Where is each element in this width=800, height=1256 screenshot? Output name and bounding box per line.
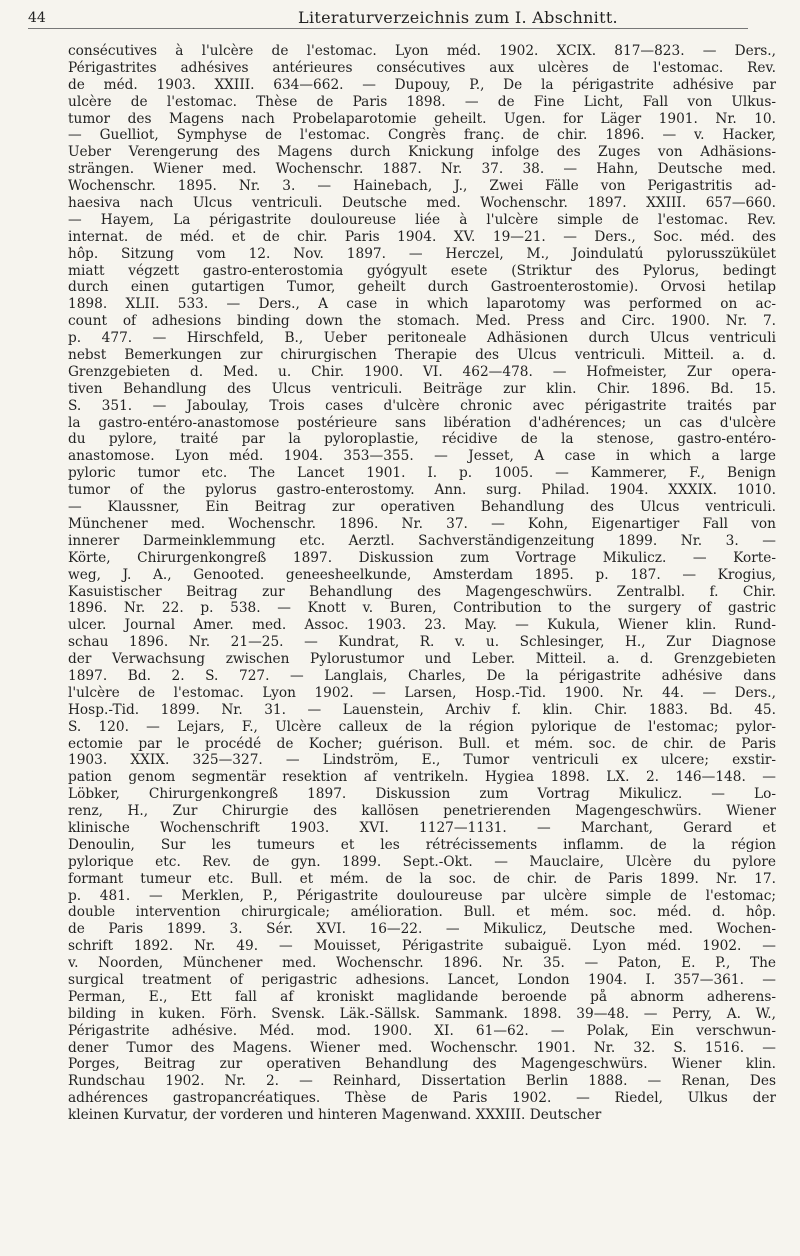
text-line: dener Tumor des Magens. Wiener med. Wochenschr. 1901. Nr. 32. S. 1516. — xyxy=(68,1039,776,1056)
text-line: pation genom segmentär resektion af ventrikeln. Hygiea 1898. LX. 2. 146—148. — xyxy=(68,769,776,786)
text-line: strängen. Wiener med. Wochenschr. 1887. Nr. 37. 38. — Hahn, Deutsche med. xyxy=(68,161,776,178)
text-line: surgical treatment of perigastric adhesions. Lancet, London 1904. I. 357—361. — xyxy=(68,971,776,988)
text-line: adhérences gastropancréatiques. Thèse de Paris 1902. — Riedel, Ulkus der xyxy=(68,1090,776,1107)
text-line: weg, J. A., Genooted. geneesheelkunde, Amsterdam 1895. p. 187. — Krogius, xyxy=(68,566,776,583)
text-line: — Guelliot, Symphyse de l'estomac. Congrès franç. de chir. 1896. — v. Hacker, xyxy=(68,127,776,144)
text-line: kleinen Kurvatur, der vorderen und hinteren Magenwand. XXXIII. Deutscher xyxy=(68,1107,602,1124)
text-line: tiven Behandlung des Ulcus ventriculi. Beiträge zur klin. Chir. 1896. Bd. 15. xyxy=(68,380,776,397)
text-line: p. 481. — Merklen, P., Périgastrite douloureuse par ulcère simple de l'estomac; xyxy=(68,887,776,904)
text-line: — Hayem, La périgastrite douloureuse liée à l'ulcère simple de l'estomac. Rev. xyxy=(68,211,776,228)
text-line: Kasuistischer Beitrag zur Behandlung des Magengeschwürs. Zentralbl. f. Chir. xyxy=(68,583,776,600)
text-line: la gastro-entéro-anastomose postérieure sans libération d'adhérences; un cas d'ulcère xyxy=(68,414,776,431)
text-line: formant tumeur etc. Bull. et mém. de la soc. de chir. de Paris 1899. Nr. 17. xyxy=(68,870,776,887)
text-line: nebst Bemerkungen zur chirurgischen Therapie des Ulcus ventriculi. Mitteil. a. d. xyxy=(68,347,776,364)
text-line: ectomie par le procédé de Kocher; guérison. Bull. et mém. soc. de chir. de Paris xyxy=(68,735,776,752)
text-line: miatt végzett gastro-enterostomia gyógyult esete (Striktur des Pylorus, bedingt xyxy=(68,262,776,279)
text-line: double intervention chirurgicale; amélioration. Bull. et mém. soc. méd. d. hôp. xyxy=(68,904,776,921)
text-line: tumor of the pylorus gastro-enterostomy. Ann. surg. Philad. 1904. XXXIX. 1010. xyxy=(68,482,776,499)
text-line: Périgastrites adhésives antérieures consécutives aux ulcères de l'estomac. Rev. xyxy=(68,59,776,76)
text-line: l'ulcère de l'estomac. Lyon 1902. — Larsen, Hosp.-Tid. 1900. Nr. 44. — Ders., xyxy=(68,684,776,701)
text-line: v. Noorden, Münchener med. Wochenschr. 1896. Nr. 35. — Paton, E. P., The xyxy=(68,955,776,972)
text-line: Wochenschr. 1895. Nr. 3. — Hainebach, J., Zwei Fälle von Perigastritis ad- xyxy=(68,178,776,195)
text-line: Münchener med. Wochenschr. 1896. Nr. 37. — Kohn, Eigenartiger Fall von xyxy=(68,515,776,532)
text-line: klinische Wochenschrift 1903. XVI. 1127—1131. — Marchant, Gerard et xyxy=(68,819,776,836)
text-line: schrift 1892. Nr. 49. — Mouisset, Périgastrite subaiguë. Lyon méd. 1902. — xyxy=(68,938,776,955)
text-line: internat. de méd. et de chir. Paris 1904. XV. 19—21. — Ders., Soc. méd. des xyxy=(68,228,776,245)
text-line: 1898. XLII. 533. — Ders., A case in which laparotomy was performed on ac- xyxy=(68,296,776,313)
text-line: renz, H., Zur Chirurgie des kallösen penetrierenden Magengeschwürs. Wiener xyxy=(68,803,776,820)
text-line: Ueber Verengerung des Magens durch Knickung infolge des Zuges von Adhäsions- xyxy=(68,144,776,161)
text-line: Porges, Beitrag zur operativen Behandlung des Magengeschwürs. Wiener klin. xyxy=(68,1056,776,1073)
running-title: Literaturverzeichnis zum I. Abschnitt. xyxy=(298,8,618,27)
text-line: pyloric tumor etc. The Lancet 1901. I. p. 1005. — Kammerer, F., Benign xyxy=(68,465,776,482)
text-line: Grenzgebieten d. Med. u. Chir. 1900. VI. 462—478. — Hofmeister, Zur opera- xyxy=(68,363,776,380)
text-line: p. 477. — Hirschfeld, B., Ueber peritoneale Adhäsionen durch Ulcus ventriculi xyxy=(68,330,776,347)
text-line: — Klaussner, Ein Beitrag zur operativen Behandlung des Ulcus ventriculi. xyxy=(68,499,776,516)
text-line: anastomose. Lyon méd. 1904. 353—355. — Jesset, A case in which a large xyxy=(68,448,776,465)
text-line: der Verwachsung zwischen Pylorustumor und Leber. Mitteil. a. d. Grenzgebieten xyxy=(68,651,776,668)
text-line: Löbker, Chirurgenkongreß 1897. Diskussion zum Vortrag Mikulicz. — Lo- xyxy=(68,786,776,803)
text-line: Körte, Chirurgenkongreß 1897. Diskussion zum Vortrage Mikulicz. — Korte- xyxy=(68,549,776,566)
text-line: pylorique etc. Rev. de gyn. 1899. Sept.-Okt. — Mauclaire, Ulcère du pylore xyxy=(68,853,776,870)
text-line: Denoulin, Sur les tumeurs et les rétrécissements inflamm. de la région xyxy=(68,836,776,853)
text-line: S. 120. — Lejars, F., Ulcère calleux de la région pylorique de l'estomac; pylor- xyxy=(68,718,776,735)
page-number: 44 xyxy=(28,10,46,26)
text-line: de Paris 1899. 3. Sér. XVI. 16—22. — Mikulicz, Deutsche med. Wochen- xyxy=(68,921,776,938)
text-line: count of adhesions binding down the stomach. Med. Press and Circ. 1900. Nr. 7. xyxy=(68,313,776,330)
text-line: schau 1896. Nr. 21—25. — Kundrat, R. v. u. Schlesinger, H., Zur Diagnose xyxy=(68,634,776,651)
text-line: hôp. Sitzung vom 12. Nov. 1897. — Herczel, M., Joindulatú pylorusszükület xyxy=(68,245,776,262)
text-line: Rundschau 1902. Nr. 2. — Reinhard, Dissertation Berlin 1888. — Renan, Des xyxy=(68,1073,776,1090)
text-line: innerer Darmeinklemmung etc. Aerztl. Sachverständigenzeitung 1899. Nr. 3. — xyxy=(68,532,776,549)
text-line: du pylore, traité par la pyloroplastie, récidive de la stenose, gastro-entéro- xyxy=(68,431,776,448)
text-line: consécutives à l'ulcère de l'estomac. Lyon méd. 1902. XCIX. 817—823. — Ders., xyxy=(68,43,776,59)
text-line: 1896. Nr. 22. p. 538. — Knott v. Buren, Contribution to the surgery of gastric xyxy=(68,600,776,617)
text-line: ulcère de l'estomac. Thèse de Paris 1898. — de Fine Licht, Fall von Ulkus- xyxy=(68,93,776,110)
text-line: tumor des Magens nach Probelaparotomie geheilt. Ugen. for Läger 1901. Nr. 10. xyxy=(68,110,776,127)
text-line: Hosp.-Tid. 1899. Nr. 31. — Lauenstein, Archiv f. klin. Chir. 1883. Bd. 45. xyxy=(68,701,776,718)
bibliography-text xyxy=(68,43,776,1124)
text-line: Périgastrite adhésive. Méd. mod. 1900. XI. 61—62. — Polak, Ein verschwun- xyxy=(68,1022,776,1039)
text-line: durch einen gutartigen Tumor, geheilt durch Gastroenterostomie). Orvosi hetilap xyxy=(68,279,776,296)
text-line: 1903. XXIX. 325—327. — Lindström, E., Tumor ventriculi ex ulcere; exstir- xyxy=(68,752,776,769)
text-line: 1897. Bd. 2. S. 727. — Langlais, Charles, De la périgastrite adhésive dans xyxy=(68,667,776,684)
text-line: de méd. 1903. XXIII. 634—662. — Dupouy, P., De la périgastrite adhésive par xyxy=(68,76,776,93)
page-header xyxy=(28,10,748,29)
text-line: ulcer. Journal Amer. med. Assoc. 1903. 23. May. — Kukula, Wiener klin. Rund- xyxy=(68,617,776,634)
text-line: S. 351. — Jaboulay, Trois cases d'ulcère chronic avec périgastrite traités par xyxy=(68,397,776,414)
text-line: bilding in kuken. Förh. Svensk. Läk.-Sällsk. Sammank. 1898. 39—48. — Perry, A. W., xyxy=(68,1005,776,1022)
text-line: Perman, E., Ett fall af kroniskt maglidande beroende på abnorm adherens- xyxy=(68,988,776,1005)
text-line: haesiva nach Ulcus ventriculi. Deutsche med. Wochenschr. 1897. XXIII. 657—660. xyxy=(68,195,776,212)
